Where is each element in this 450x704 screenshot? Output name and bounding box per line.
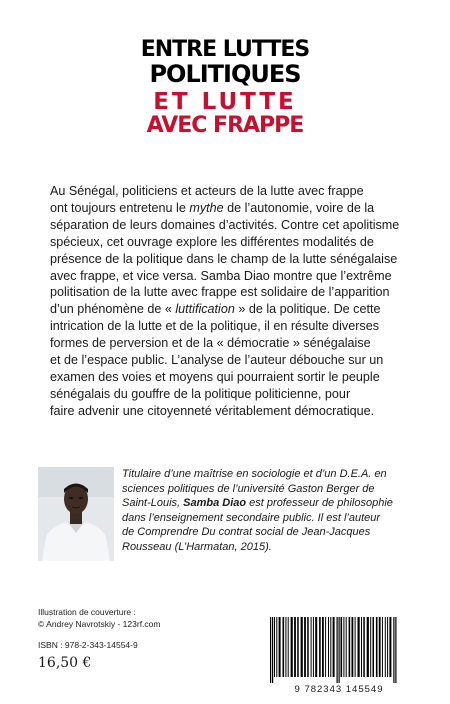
synopsis-text bbox=[50, 183, 400, 420]
title-line-2: POLITIQUES bbox=[149, 60, 301, 88]
credits-line-1: Illustration de couverture : bbox=[38, 607, 136, 617]
author-photo bbox=[38, 467, 114, 561]
author-bio-line: Titulaire d’une maîtrise en sociologie et d’un D.E.A. en bbox=[122, 468, 387, 480]
credits-line-2: © Andrey Navrotskiy - 123rf.com bbox=[38, 619, 161, 629]
synopsis-line: spécieux, cet ouvrage explore les différentes modalités de bbox=[50, 234, 374, 249]
author-bio-line: sciences politiques de l’université Gaston Berger de bbox=[122, 482, 375, 495]
synopsis-line: et de l’espace public. L’analyse de l’auteur débouche sur un bbox=[50, 353, 384, 368]
synopsis-line: intrication de la lutte et de la politique, il en résulte diverses bbox=[50, 319, 380, 334]
title-line-3: ET LUTTE bbox=[153, 89, 297, 115]
book-title bbox=[0, 38, 450, 138]
synopsis-line: politisation de la lutte avec frappe est solidaire de l’apparition bbox=[50, 285, 390, 300]
barcode-number: 9 782343 145549 bbox=[294, 684, 384, 695]
author-bio-line: de Comprendre Du contrat social de Jean-Jacques bbox=[122, 526, 371, 539]
synopsis-line: ont toujours entretenu le mythe de l’autonomie, voire de la bbox=[50, 200, 375, 215]
synopsis-line: Au Sénégal, politiciens et acteurs de la lutte avec frappe bbox=[50, 184, 364, 198]
synopsis-line: sénégalais du gouffre de la politique politicienne, pour bbox=[50, 386, 351, 401]
synopsis-line: d’un phénomène de « luttification » de la politique. De cette bbox=[50, 302, 381, 317]
illustration-credits bbox=[38, 606, 160, 630]
synopsis-line: présence de la politique dans le champ de la lutte sénégalaise bbox=[50, 251, 398, 266]
synopsis-line: formes de perversion et de la « démocratie » sénégalaise bbox=[50, 336, 371, 351]
title-line-4: AVEC FRAPPE bbox=[146, 113, 304, 138]
author-bio-line: Saint-Louis, Samba Diao est professeur de philosophie bbox=[122, 497, 393, 510]
synopsis-line: avec frappe, et vice versa. Samba Diao montre que l’extrême bbox=[50, 268, 392, 283]
author-bio-line: dans l’enseignement secondaire public. Il est l’auteur bbox=[122, 511, 381, 524]
synopsis-line: examen des voies et moyens qui pourraient sortir le peuple bbox=[50, 369, 380, 384]
barcode bbox=[262, 617, 416, 684]
title-line-1: ENTRE LUTTES bbox=[140, 37, 310, 62]
price-text: 16,50 € bbox=[38, 655, 92, 671]
isbn-text: ISBN : 978-2-343-14554-9 bbox=[38, 640, 138, 650]
synopsis-line: faire advenir une citoyenneté véritablement démocratique. bbox=[50, 403, 375, 418]
author-bio-line: Rousseau (L’Harmatan, 2015). bbox=[122, 540, 272, 553]
author-bio bbox=[122, 467, 422, 555]
synopsis-line: séparation de leurs domaines d’activités. Contre cet apolitisme bbox=[50, 217, 400, 232]
